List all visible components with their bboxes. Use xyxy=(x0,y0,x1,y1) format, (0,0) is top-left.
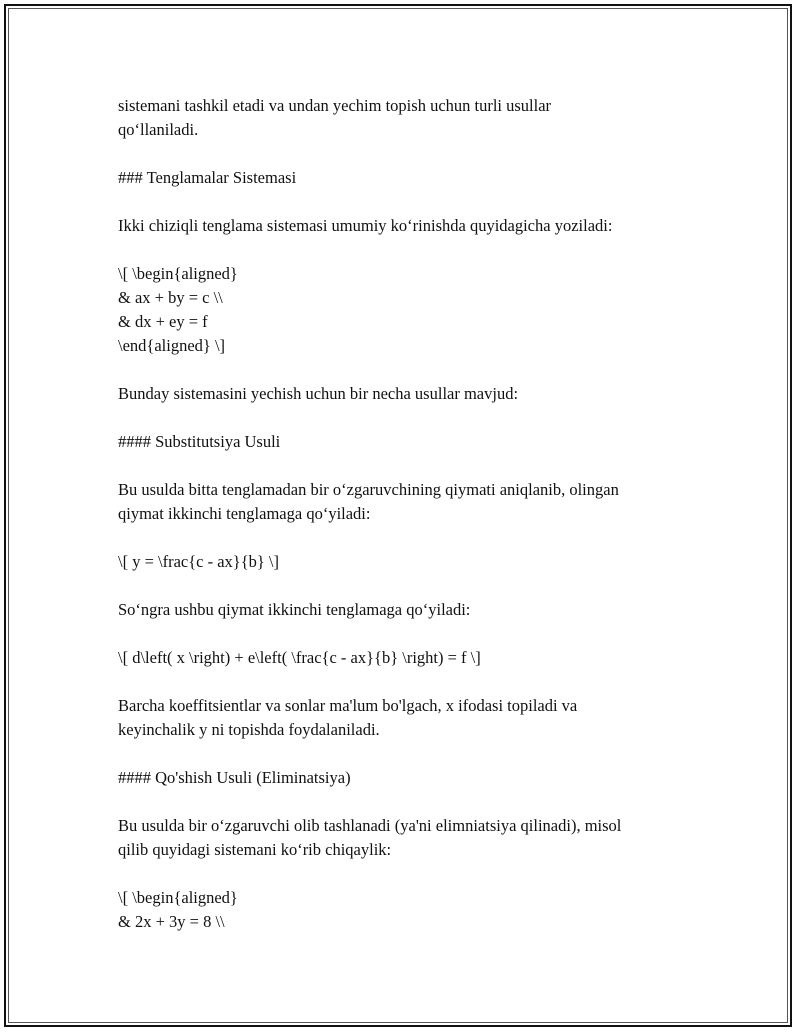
document-body xyxy=(118,94,698,934)
text-line: sistemani tashkil etadi va undan yechim topish uchun turli usullar xyxy=(118,96,552,115)
subsection-heading: #### Qo'shish Usuli (Eliminatsiya) xyxy=(118,768,351,787)
blank-line xyxy=(118,142,698,166)
math-line: \[ \begin{aligned} xyxy=(118,888,238,907)
text-line: Bunday sistemasini yechish uchun bir necha usullar mavjud: xyxy=(118,384,519,403)
text-line: qiymat ikkinchi tenglamaga qo‘yiladi: xyxy=(118,504,371,523)
math-line: & 2x + 3y = 8 \\ xyxy=(118,912,225,931)
blank-line xyxy=(118,406,698,430)
blank-line xyxy=(118,454,698,478)
text-line: Barcha koeffitsientlar va sonlar ma'lum bo'lgach, x ifodasi topiladi va xyxy=(118,696,578,715)
blank-line xyxy=(118,190,698,214)
blank-line xyxy=(118,742,698,766)
text-line: Ikki chiziqli tenglama sistemasi umumiy ko‘rinishda quyidagicha yoziladi: xyxy=(118,216,613,235)
text-line: qo‘llaniladi. xyxy=(118,120,199,139)
blank-line xyxy=(118,670,698,694)
math-line: & dx + ey = f xyxy=(118,312,208,331)
text-line: Bu usulda bitta tenglamadan bir o‘zgaruvchining qiymati aniqlanib, olingan xyxy=(118,480,619,499)
text-line: keyinchalik y ni topishda foydalaniladi. xyxy=(118,720,380,739)
blank-line xyxy=(118,358,698,382)
text-line: Bu usulda bir o‘zgaruvchi olib tashlanadi (ya'ni elimniatsiya qilinadi), misol xyxy=(118,816,622,835)
subsection-heading: #### Substitutsiya Usuli xyxy=(118,432,281,451)
blank-line xyxy=(118,526,698,550)
math-line: \end{aligned} \] xyxy=(118,336,226,355)
math-line: & ax + by = c \\ xyxy=(118,288,223,307)
blank-line xyxy=(118,862,698,886)
text-line: So‘ngra ushbu qiymat ikkinchi tenglamaga qo‘yiladi: xyxy=(118,600,471,619)
math-line: \[ d\left( x \right) + e\left( \frac{c - ax}{b} \right) = f \] xyxy=(118,648,481,667)
section-heading: ### Tenglamalar Sistemasi xyxy=(118,168,297,187)
math-line: \[ \begin{aligned} xyxy=(118,264,238,283)
blank-line xyxy=(118,790,698,814)
math-line: \[ y = \frac{c - ax}{b} \] xyxy=(118,552,280,571)
blank-line xyxy=(118,622,698,646)
text-line: qilib quyidagi sistemani ko‘rib chiqaylik: xyxy=(118,840,392,859)
blank-line xyxy=(118,238,698,262)
blank-line xyxy=(118,574,698,598)
